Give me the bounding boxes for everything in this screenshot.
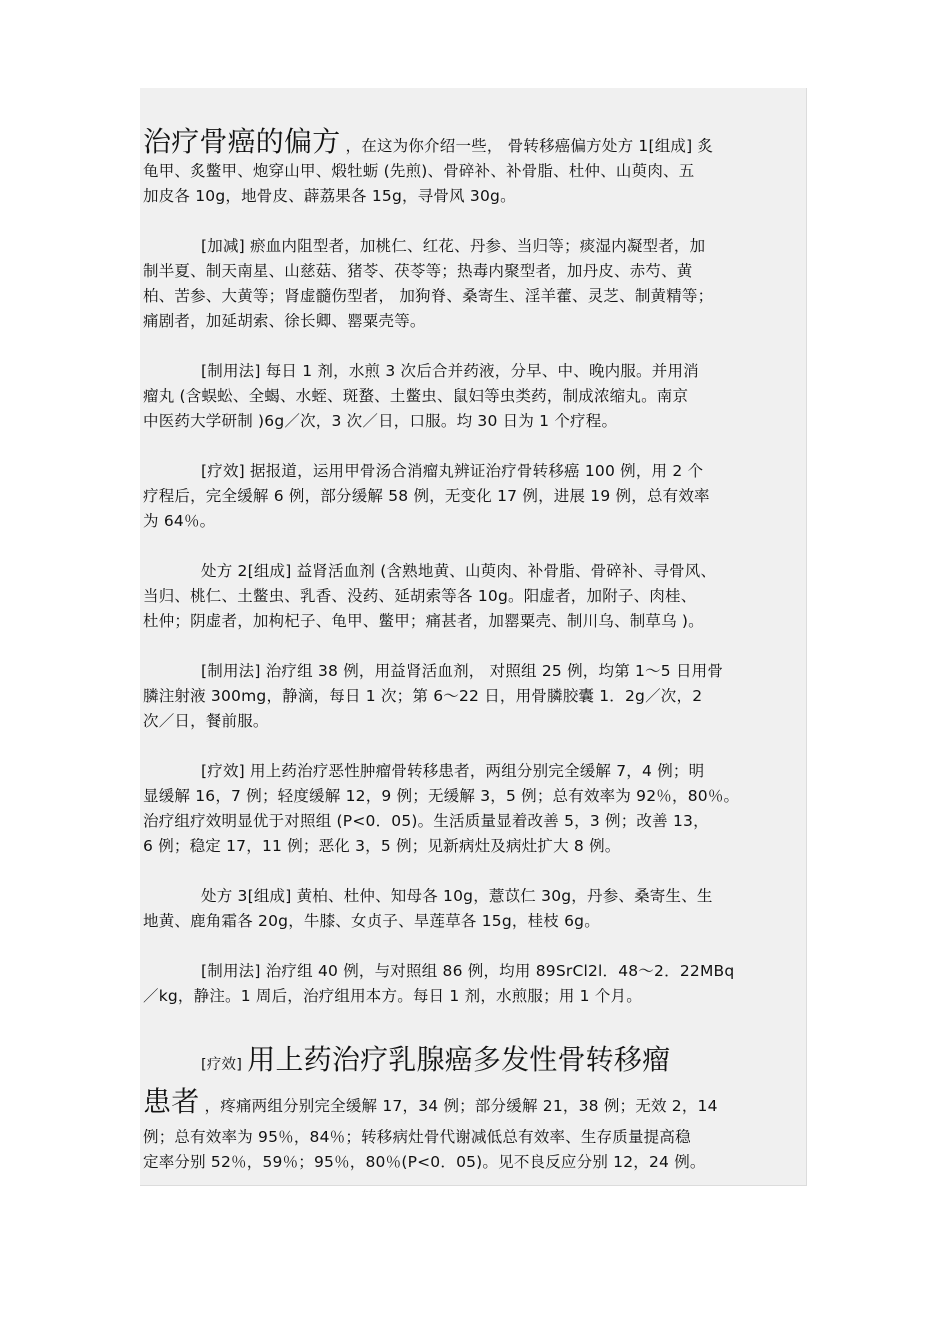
text-line: 膦注射液 300mg，静滴，每日 1 次；第 6～22 日，用骨膦胶囊 1．2g／次，2 [143, 687, 703, 705]
text-line: [加减] 瘀血内阻型者，加桃仁、红花、丹参、当归等；痰湿内凝型者，加 [201, 237, 706, 255]
paragraph-prescription-3 [143, 884, 805, 934]
text-line: 处方 3[组成] 黄柏、杜仲、知母各 10g，薏苡仁 30g，丹参、桑寄生、生 [201, 887, 713, 905]
paragraph-usage-1 [143, 359, 805, 434]
text-line: 次／日，餐前服。 [143, 712, 269, 730]
text-line: 龟甲、炙鳖甲、炮穿山甲、煅牡蛎 (先煎)、骨碎补、补骨脂、杜仲、山萸肉、五 [143, 162, 695, 180]
paragraph-modification [143, 234, 805, 334]
text-line: 加皮各 10g，地骨皮、薜荔果各 15g，寻骨风 30g。 [143, 187, 516, 205]
paragraph-usage-3 [143, 959, 805, 1009]
paragraph-usage-2 [143, 659, 805, 734]
text-line: 瘤丸 (含蜈蚣、全蝎、水蛭、斑蝥、土鳖虫、鼠妇等虫类药，制成浓缩丸。南京 [143, 387, 689, 405]
document-body [143, 126, 805, 1200]
paragraph-effect-1 [143, 459, 805, 534]
text-line: 6 例；稳定 17，11 例；恶化 3，5 例；见新病灶及病灶扩大 8 例。 [143, 837, 621, 855]
page-title: 治疗骨癌的偏方 [143, 125, 341, 158]
paragraph-effect-2 [143, 759, 805, 859]
effect-tag: [疗效] [201, 1057, 243, 1073]
text-line: [制用法] 治疗组 38 例，用益肾活血剂， 对照组 25 例，均第 1～5 日用骨 [201, 662, 724, 680]
text-line: 制半夏、制天南星、山慈菇、猪苓、茯苓等；热毒内聚型者，加丹皮、赤芍、黄 [143, 262, 693, 280]
text-line: 痛剧者，加延胡索、徐长卿、罂粟壳等。 [143, 312, 426, 330]
text-line: 定率分别 52％，59％；95％，80％(P<0．05)。见不良反应分别 12，24 例。 [143, 1153, 706, 1171]
text-line: 当归、桃仁、土鳖虫、乳香、没药、延胡索等各 10g。阳虚者，加附子、肉桂、 [143, 587, 697, 605]
text-line: 显缓解 16，7 例；轻度缓解 12，9 例；无缓解 3，5 例；总有效率为 92％，80％。 [143, 787, 740, 805]
text-line: [疗效] 据报道，运用甲骨汤合消瘤丸辨证治疗骨转移癌 100 例，用 2 个 [201, 462, 704, 480]
text-line: [制用法] 每日 1 剂，水煎 3 次后合并药液，分早、中、晚内服。并用消 [201, 362, 699, 380]
text-line: 中医药大学研制 )6g／次，3 次／日，口服。均 30 日为 1 个疗程。 [143, 412, 618, 430]
text-line: [制用法] 治疗组 40 例，与对照组 86 例，均用 89SrCl2l．48～2．22MBq [201, 962, 735, 980]
text-line: 治疗组疗效明显优于对照组 (P<0．05)。生活质量显着改善 5，3 例；改善 13， [143, 812, 709, 830]
paragraph-intro [143, 126, 805, 209]
paragraph-effect-3 [143, 1043, 805, 1175]
highlight-heading-cont: 患者 [143, 1085, 200, 1118]
paragraph-prescription-2 [143, 559, 805, 634]
text-line: 柏、苦参、大黄等；肾虚髓伤型者， 加狗脊、桑寄生、淫羊藿、灵芝、制黄精等； [143, 287, 714, 305]
text-line: 疗程后，完全缓解 6 例，部分缓解 58 例，无变化 17 例，进展 19 例，总有效率 [143, 487, 710, 505]
text-line: 为 64％。 [143, 512, 216, 530]
text-line: 处方 2[组成] 益肾活血剂 (含熟地黄、山萸肉、补骨脂、骨碎补、寻骨风、 [201, 562, 717, 580]
text-line: ／kg，静注。1 周后，治疗组用本方。每日 1 剂，水煎服；用 1 个月。 [143, 987, 642, 1005]
highlight-heading: 用上药治疗乳腺癌多发性骨转移瘤 [247, 1043, 671, 1076]
text-line: ，疼痛两组分别完全缓解 17，34 例；部分缓解 21，38 例；无效 2，14 [204, 1097, 718, 1115]
text-line: 杜仲；阴虚者，加枸杞子、龟甲、鳖甲；痛甚者，加罂粟壳、制川乌、制草乌 )。 [143, 612, 704, 630]
text-line: [疗效] 用上药治疗恶性肿瘤骨转移患者，两组分别完全缓解 7，4 例；明 [201, 762, 705, 780]
intro-text: ，在这为你介绍一些， 骨转移癌偏方处方 1[组成] 炙 [345, 137, 714, 155]
text-line: 例；总有效率为 95％，84％；转移病灶骨代谢减低总有效率、生存质量提高稳 [143, 1128, 691, 1146]
text-line: 地黄、鹿角霜各 20g，牛膝、女贞子、旱莲草各 15g，桂枝 6g。 [143, 912, 600, 930]
